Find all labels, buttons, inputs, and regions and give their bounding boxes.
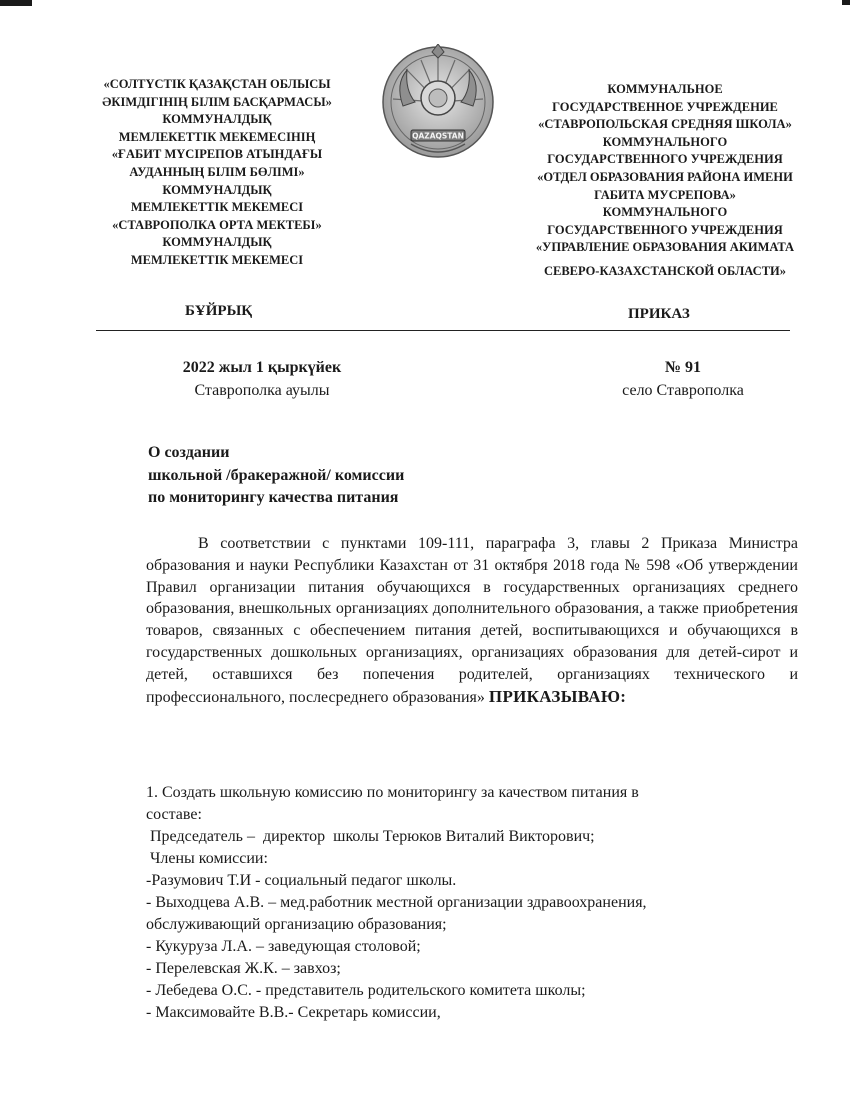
list-item: - Перелевская Ж.К. – завхоз; bbox=[146, 960, 341, 977]
header-left-line: ӘКІМДІГІНІҢ БІЛІМ БАСҚАРМАСЫ» bbox=[102, 94, 332, 109]
header-left-line: КОММУНАЛДЫҚ bbox=[162, 112, 272, 127]
header-right-line: «УПРАВЛЕНИЕ ОБРАЗОВАНИЯ АКИМАТА bbox=[535, 240, 795, 255]
order-date: 2022 жыл 1 қыркүйек bbox=[182, 359, 342, 376]
list-item: 1. Создать школьную комиссию по мониторингу за качеством питания в bbox=[146, 784, 639, 801]
header-russian-institution bbox=[506, 81, 824, 281]
header-right-line: ГОСУДАРСТВЕННОГО УЧРЕЖДЕНИЯ bbox=[547, 152, 783, 167]
subject-line: по мониторингу качества питания bbox=[148, 489, 399, 506]
header-kazakh-institution bbox=[72, 76, 362, 270]
commission-list bbox=[146, 782, 806, 1024]
header-right-line: ГОСУДАРСТВЕННОЕ УЧРЕЖДЕНИЕ bbox=[552, 99, 778, 114]
header-right-line: СЕВЕРО-КАЗАХСТАНСКОЙ ОБЛАСТИ» bbox=[543, 263, 787, 278]
header-right-line: «ОТДЕЛ ОБРАЗОВАНИЯ РАЙОНА ИМЕНИ bbox=[537, 169, 793, 184]
header-left-line: МЕМЛЕКЕТТІК МЕКЕМЕСІНІҢ bbox=[118, 129, 316, 144]
header-left-line: КОММУНАЛДЫҚ bbox=[162, 182, 272, 197]
place-kz: Ставрополка ауылы bbox=[194, 382, 330, 399]
list-item: составе: bbox=[146, 806, 202, 823]
order-command: ПРИКАЗЫВАЮ: bbox=[488, 686, 627, 706]
header-right-line: «СТАВРОПОЛЬСКАЯ СРЕДНЯЯ ШКОЛА» bbox=[538, 117, 792, 132]
order-subject bbox=[148, 442, 404, 510]
header-right-line: ГОСУДАРСТВЕННОГО УЧРЕЖДЕНИЯ bbox=[547, 222, 783, 237]
list-item: Председатель – директор школы Терюков Виталий Викторович; bbox=[146, 828, 595, 845]
header-right-line: ГАБИТА МУСРЕПОВА» bbox=[594, 187, 736, 202]
subject-line: О создании bbox=[148, 444, 230, 461]
list-item: обслуживающий организацию образования; bbox=[146, 916, 447, 933]
order-label-ru: ПРИКАЗ bbox=[628, 306, 690, 322]
list-item: - Лебедева О.С. - представитель родительского комитета школы; bbox=[146, 982, 586, 999]
number-place-ru bbox=[588, 356, 778, 402]
header-divider bbox=[96, 330, 790, 331]
list-item: -Разумович Т.И - социальный педагог школы. bbox=[146, 872, 457, 889]
emblem-ribbon-text: QAZAQSTAN bbox=[412, 131, 464, 141]
header-left-line: «СТАВРОПОЛКА ОРТА МЕКТЕБІ» bbox=[112, 217, 322, 232]
subject-line: школьной /бракеражной/ комиссии bbox=[148, 466, 405, 484]
place-ru: село Ставрополка bbox=[622, 382, 744, 399]
order-label-kz: БҰЙРЫҚ bbox=[185, 303, 253, 319]
scan-edge-mark-right bbox=[842, 0, 850, 5]
date-place-kz bbox=[150, 356, 374, 402]
list-item: - Кукуруза Л.А. – заведующая столовой; bbox=[146, 938, 421, 955]
header-right-line: КОММУНАЛЬНОГО bbox=[602, 134, 728, 149]
header-left-line: «СОЛТҮСТІК ҚАЗАҚСТАН ОБЛЫСЫ bbox=[103, 77, 331, 91]
header-right-line: КОММУНАЛЬНОГО bbox=[602, 205, 728, 220]
order-number: № 91 bbox=[664, 359, 702, 376]
header-left-line: АУДАННЫҢ БІЛІМ БӨЛІМІ» bbox=[129, 164, 305, 179]
header-left-line: МЕМЛЕКЕТТІК МЕКЕМЕСІ bbox=[130, 252, 304, 267]
scan-edge-mark-left bbox=[0, 0, 32, 6]
order-preamble bbox=[146, 533, 798, 708]
list-item: - Выходцева А.В. – мед.работник местной организации здравоохранения, bbox=[146, 894, 647, 911]
list-item: Члены комиссии: bbox=[146, 850, 268, 867]
header-left-line: КОММУНАЛДЫҚ bbox=[162, 235, 272, 250]
preamble-text: В соответствии с пунктами 109-111, параграфа 3, главы 2 Приказа Министра образования и науки Республики Казахстан от 31 октября 2018 года № 598 «Об утверждении Правил организации питания обучающихся в государственных организациях среднего образования, внешкольных организациях дополнительного образования, а также приобретения товаров, связанных с обеспечением питания детей, воспитывающихся и обучающихся в государственных дошкольных организациях, организациях образования для детей-сирот и детей, оставшихся без попечения родителей, организациях технического и профессионального, послесреднего образования» bbox=[146, 535, 798, 706]
header-right-line: КОММУНАЛЬНОЕ bbox=[607, 82, 723, 96]
list-item: - Максимовайте В.В.- Секретарь комиссии, bbox=[146, 1004, 441, 1021]
header-left-line: МЕМЛЕКЕТТІК МЕКЕМЕСІ bbox=[130, 200, 304, 215]
header-left-line: «ҒАБИТ МҮСІРЕПОВ АТЫНДАҒЫ bbox=[111, 147, 323, 162]
state-emblem-icon bbox=[381, 44, 495, 162]
